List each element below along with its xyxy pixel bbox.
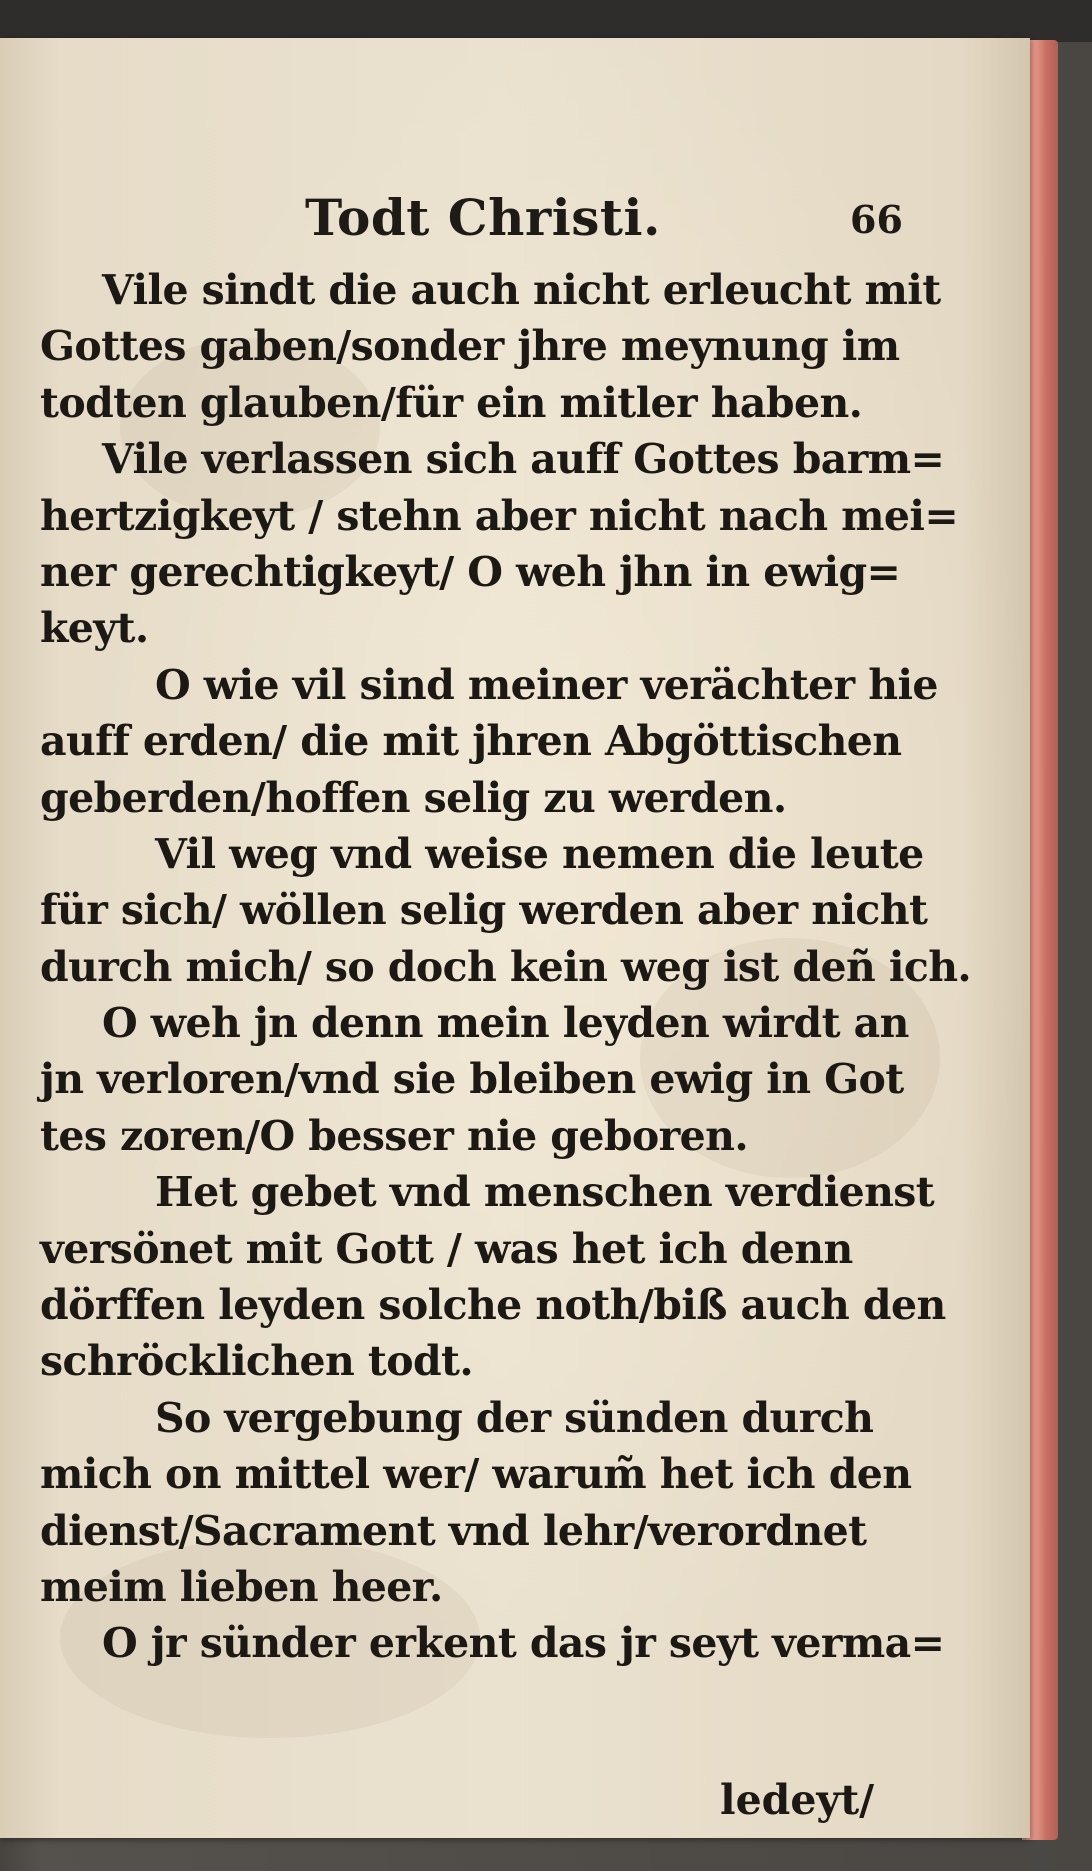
running-title: Todt Christi. (305, 188, 661, 247)
text-line: Vil weg vnd weise nemen die leute (155, 829, 924, 878)
text-line: auff erden/ die mit jhren Abgöttischen (40, 717, 902, 766)
text-line: O jr sünder erkent das jr seyt verma= (102, 1619, 945, 1668)
text-line: mich on mittel wer/ warum̃ het ich den (40, 1450, 912, 1499)
text-line: dienst/Sacrament vnd lehr/verordnet (40, 1506, 867, 1555)
text-line: tes zoren/O besser nie geboren. (40, 1111, 749, 1160)
text-line: versönet mit Gott / was het ich denn (40, 1224, 853, 1273)
text-line: O wie vil sind meiner verächter hie (155, 660, 938, 709)
text-line: So vergebung der sünden durch (155, 1393, 874, 1442)
text-line: durch mich/ so doch kein weg ist deñ ich. (40, 942, 972, 991)
text-line: für sich/ wöllen selig werden aber nicht (40, 886, 928, 935)
text-line: Vile sindt die auch nicht erleucht mit (102, 266, 941, 314)
text-line: Gottes gaben/sonder jhre meynung im (40, 322, 900, 371)
text-line: todten glauben/für ein mitler haben. (40, 378, 863, 427)
catchword: ledeyt/ (720, 1776, 875, 1824)
text-line: Het gebet vnd menschen verdienst (155, 1168, 935, 1217)
text-line: meim lieben heer. (40, 1562, 443, 1611)
page-number: 66 (850, 197, 903, 242)
text-line: schröcklichen todt. (40, 1337, 474, 1386)
text-line: Vile verlassen sich auff Gottes barm= (102, 435, 945, 484)
text-line: O weh jn denn mein leyden wirdt an (102, 999, 909, 1048)
text-line: ner gerechtigkeyt/ O weh jhn in ewig= (40, 547, 901, 596)
text-line: geberden/hoffen selig zu werden. (40, 773, 787, 822)
page-header (0, 186, 1030, 266)
scanner-shadow (0, 0, 1092, 42)
text-line: keyt. (40, 604, 149, 653)
text-line: hertzigkeyt / stehn aber nicht nach mei= (40, 491, 959, 540)
book-page (0, 38, 1030, 1838)
text-line: jn verloren/vnd sie bleiben ewig in Got (40, 1055, 904, 1104)
body-text (40, 262, 972, 1672)
text-line: dörffen leyden solche noth/biß auch den (40, 1281, 946, 1330)
